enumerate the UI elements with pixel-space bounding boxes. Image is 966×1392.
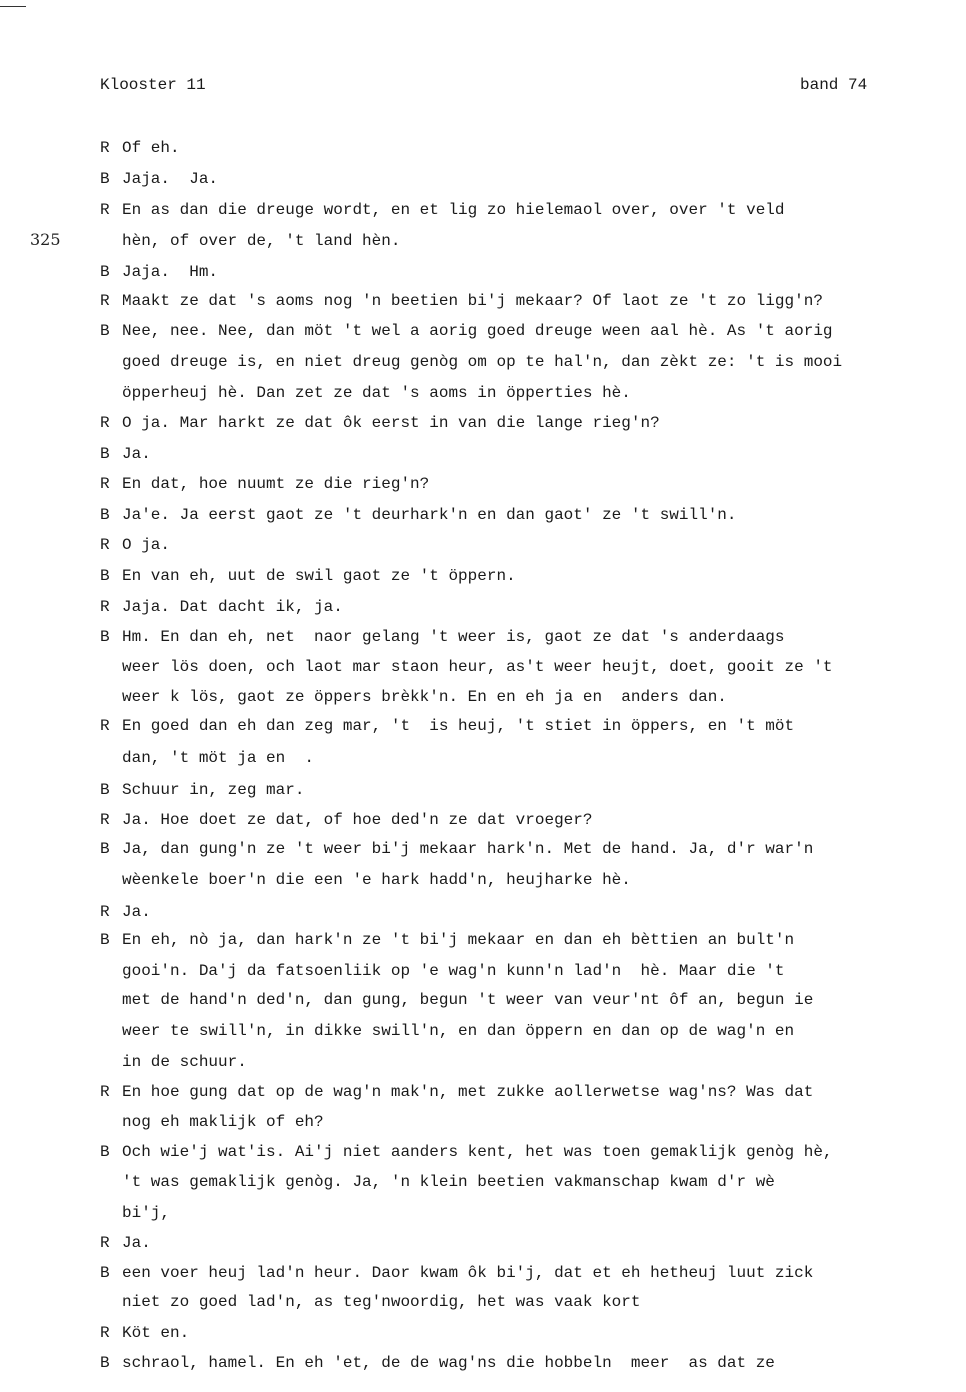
- transcript-line: [100, 1203, 170, 1223]
- utterance-text: niet zo goed lad'n, as teg'nwoordig, het was vaak kort: [122, 1293, 641, 1311]
- utterance-text: weer k lös, gaot ze öppers brèkk'n. En en eh ja en anders dan.: [122, 688, 727, 706]
- utterance-text: Ja.: [122, 1234, 151, 1252]
- speaker-label: B: [100, 322, 110, 340]
- utterance-text: hèn, of over de, 't land hèn.: [122, 232, 401, 250]
- utterance-text: Maakt ze dat 's aoms nog 'n beetien bi'j mekaar? Of laot ze 't zo ligg'n?: [122, 292, 823, 310]
- utterance-text: Jaja. Dat dacht ik, ja.: [122, 598, 343, 616]
- utterance-text: Nee, nee. Nee, dan möt 't wel a aorig goed dreuge ween aal hè. As 't aorig: [122, 322, 833, 340]
- utterance-text: weer lös doen, och laot mar staon heur, as't weer heujt, doet, gooit ze 't: [122, 658, 833, 676]
- transcript-line: [100, 505, 737, 525]
- transcript-line: [100, 321, 833, 341]
- transcript-line: [100, 687, 727, 707]
- transcript-line: [100, 1082, 813, 1102]
- utterance-text: O ja. Mar harkt ze dat ôk eerst in van die lange rieg'n?: [122, 414, 660, 432]
- utterance-text: in de schuur.: [122, 1053, 247, 1071]
- utterance-text: nog eh maklijk of eh?: [122, 1113, 324, 1131]
- utterance-text: gooi'n. Da'j da fatsoenliik op 'e wag'n kunn'n lad'n hè. Maar die 't: [122, 962, 785, 980]
- utterance-text: weer te swill'n, in dikke swill'n, en dan öppern en dan op de wag'n en: [122, 1022, 795, 1040]
- utterance-text: Hm. En dan eh, net naor gelang 't weer is, gaot ze dat 's anderdaags: [122, 628, 785, 646]
- transcript-line: [100, 291, 823, 311]
- speaker-label: R: [100, 475, 110, 493]
- transcript-line: [100, 1233, 151, 1253]
- utterance-text: Of eh.: [122, 139, 180, 157]
- transcript-line: [100, 1292, 640, 1312]
- utterance-text: Köt en.: [122, 1324, 190, 1342]
- transcript-line: [100, 1142, 833, 1162]
- utterance-text: En goed dan eh dan zeg mar, 't is heuj, 't stiet in öppers, en 't möt: [122, 717, 795, 735]
- transcript-line: [100, 597, 343, 617]
- transcript-line: [100, 870, 631, 890]
- transcript-line: [100, 169, 218, 189]
- transcript-line: [100, 627, 785, 647]
- utterance-text: En dat, hoe nuumt ze die rieg'n?: [122, 475, 430, 493]
- utterance-text: Ja, dan gung'n ze 't weer bi'j mekaar hark'n. Met de hand. Ja, d'r war'n: [122, 840, 814, 858]
- speaker-label: B: [100, 170, 110, 188]
- transcript-line: [100, 839, 813, 859]
- transcript-line: [100, 990, 813, 1010]
- transcript-line: [100, 138, 180, 158]
- transcript-line: [100, 810, 592, 830]
- margin-note-number: 325: [30, 230, 61, 249]
- utterance-text: Jaja. Ja.: [122, 170, 219, 188]
- transcript-line: [100, 1052, 247, 1072]
- transcript-line: [100, 657, 833, 677]
- utterance-text: öpperheuj hè. Dan zet ze dat 's aoms in öpperties hè.: [122, 384, 631, 402]
- speaker-label: B: [100, 1354, 110, 1372]
- utterance-text: schraol, hamel. En eh 'et, de de wag'ns die hobbeln meer as dat ze: [122, 1354, 775, 1372]
- transcript-line: [100, 1353, 775, 1373]
- transcript-line: [100, 780, 304, 800]
- utterance-text: 't was gemaklijk genòg. Ja, 'n klein beetien vakmanschap kwam d'r wè: [122, 1173, 775, 1191]
- speaker-label: R: [100, 292, 110, 310]
- speaker-label: B: [100, 506, 110, 524]
- speaker-label: R: [100, 1083, 110, 1101]
- utterance-text: een voer heuj lad'n heur. Daor kwam ôk bi'j, dat et eh hetheuj luut zick: [122, 1264, 814, 1282]
- speaker-label: R: [100, 139, 110, 157]
- utterance-text: En as dan die dreuge wordt, en et lig zo hielemaol over, over 't veld: [122, 201, 785, 219]
- transcript-line: [100, 413, 660, 433]
- utterance-text: Och wie'j wat'is. Ai'j niet aanders kent, het was toen gemaklijk genòg hè,: [122, 1143, 833, 1161]
- transcript-line: [100, 444, 151, 464]
- transcript-line: [100, 1112, 324, 1132]
- transcript-line: [100, 902, 151, 922]
- transcript-line: [100, 748, 314, 768]
- utterance-text: En van eh, uut de swil gaot ze 't öppern.: [122, 567, 516, 585]
- utterance-text: wèenkele boer'n die een 'e hark hadd'n, heujharke hè.: [122, 871, 631, 889]
- transcript-line: [100, 352, 842, 372]
- transcript-line: [100, 474, 429, 494]
- utterance-text: met de hand'n ded'n, dan gung, begun 't weer van veur'nt ôf an, begun ie: [122, 991, 814, 1009]
- speaker-label: B: [100, 1143, 110, 1161]
- utterance-text: En hoe gung dat op de wag'n mak'n, met zukke aollerwetse wag'ns? Was dat: [122, 1083, 814, 1101]
- utterance-text: goed dreuge is, en niet dreug genòg om op te hal'n, dan zèkt ze: 't is mooi: [122, 353, 843, 371]
- speaker-label: R: [100, 1324, 110, 1342]
- speaker-label: B: [100, 445, 110, 463]
- speaker-label: B: [100, 840, 110, 858]
- transcript-line: [100, 535, 170, 555]
- speaker-label: R: [100, 1234, 110, 1252]
- utterance-text: Ja.: [122, 903, 151, 921]
- transcript-line: [100, 930, 794, 950]
- speaker-label: R: [100, 598, 110, 616]
- transcript-line: [100, 231, 400, 251]
- utterance-text: Ja. Hoe doet ze dat, of hoe ded'n ze dat vroeger?: [122, 811, 593, 829]
- top-rule: [0, 6, 26, 7]
- page-header-band: band 74: [800, 76, 868, 94]
- speaker-label: R: [100, 903, 110, 921]
- speaker-label: B: [100, 1264, 110, 1282]
- speaker-label: B: [100, 931, 110, 949]
- speaker-label: B: [100, 628, 110, 646]
- transcript-line: [100, 262, 218, 282]
- transcript-line: [100, 200, 785, 220]
- speaker-label: R: [100, 201, 110, 219]
- speaker-label: R: [100, 536, 110, 554]
- utterance-text: Ja'e. Ja eerst gaot ze 't deurhark'n en dan gaot' ze 't swill'n.: [122, 506, 737, 524]
- transcript-line: [100, 1172, 775, 1192]
- transcript-line: [100, 1021, 794, 1041]
- utterance-text: Schuur in, zeg mar.: [122, 781, 305, 799]
- utterance-text: dan, 't möt ja en .: [122, 749, 315, 767]
- transcript-line: [100, 961, 785, 981]
- speaker-label: B: [100, 781, 110, 799]
- speaker-label: B: [100, 567, 110, 585]
- speaker-label: B: [100, 263, 110, 281]
- transcript-line: [100, 1323, 189, 1343]
- utterance-text: bi'j,: [122, 1204, 171, 1222]
- transcript-line: [100, 716, 794, 736]
- page-header-title: Klooster 11: [100, 76, 206, 94]
- utterance-text: Ja.: [122, 445, 151, 463]
- utterance-text: En eh, nò ja, dan hark'n ze 't bi'j mekaar en dan eh bèttien an bult'n: [122, 931, 795, 949]
- speaker-label: R: [100, 811, 110, 829]
- transcript-line: [100, 383, 631, 403]
- transcript-line: [100, 566, 516, 586]
- transcript-line: [100, 1263, 813, 1283]
- speaker-label: R: [100, 414, 110, 432]
- speaker-label: R: [100, 717, 110, 735]
- utterance-text: Jaja. Hm.: [122, 263, 219, 281]
- utterance-text: O ja.: [122, 536, 171, 554]
